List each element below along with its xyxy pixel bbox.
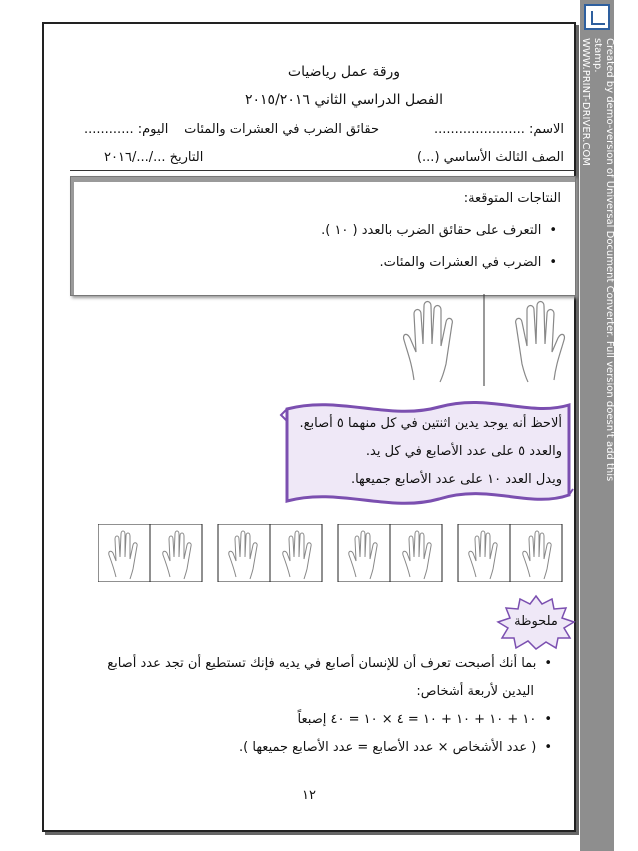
stamp-line-2: WWW.PRINT-DRIVER.COM — [580, 38, 591, 166]
outcome-item: • الضرب في العشرات والمئات. — [380, 255, 557, 270]
stamp-text — [579, 38, 615, 518]
note-equation: • ١٠ + ١٠ + ١٠ + ١٠ = ٤ × ١٠ = ٤٠ إصبعاً — [298, 712, 552, 727]
two-hands-picture — [394, 294, 574, 386]
page-number: ١٢ — [302, 788, 316, 803]
worksheet-page — [42, 22, 576, 832]
converter-stamp — [580, 0, 614, 851]
observation-line: ألاحظ أنه يوجد يدين اثنتين في كل منهما ٥ أصابع. — [299, 416, 562, 431]
converter-logo-icon — [584, 4, 610, 30]
lesson-topic: حقائق الضرب في العشرات والمئات — [184, 122, 379, 137]
observation-line: والعدد ٥ على عدد الأصابع في كل يد. — [365, 444, 562, 459]
stamp-line-1: Created by demo-version of Universal Document Converter. Full version doesn't add this stamp. — [592, 38, 615, 482]
term-line: الفصل الدراسي الثاني ٢٠١٥/٢٠١٦ — [245, 92, 443, 108]
outcome-item: • التعرف على حقائق الضرب بالعدد ( ١٠ ). — [321, 223, 557, 238]
observation-line: ويدل العدد ١٠ على عدد الأصابع جميعها. — [350, 472, 562, 487]
outcomes-top-bar — [71, 177, 575, 182]
outcomes-left-bar — [71, 177, 74, 295]
header-divider — [70, 170, 574, 171]
note-rule: • ( عدد الأشخاص × عدد الأصابع = عدد الأصابع جميعها ). — [239, 740, 552, 755]
outcomes-heading: النتاجات المتوقعة: — [463, 191, 561, 206]
name-field-label: الاسم: ...................... — [434, 122, 564, 137]
note-item-continuation: اليدين لأربعة أشخاص: — [416, 684, 534, 699]
worksheet-title: ورقة عمل رياضيات — [287, 64, 401, 80]
date-field-label: التاريخ .../.../٢٠١٦ — [104, 150, 204, 165]
note-item: • بما أنك أصبحت تعرف أن للإنسان أصابع في يديه فإنك تستطيع أن تجد عدد أصابع — [107, 656, 552, 671]
day-field-label: اليوم: ............ — [84, 122, 169, 137]
note-badge-label: ملحوظة — [514, 614, 558, 629]
four-hand-pairs — [98, 524, 574, 582]
class-field-label: الصف الثالث الأساسي (...) — [416, 150, 564, 165]
expected-outcomes-box — [70, 176, 576, 296]
